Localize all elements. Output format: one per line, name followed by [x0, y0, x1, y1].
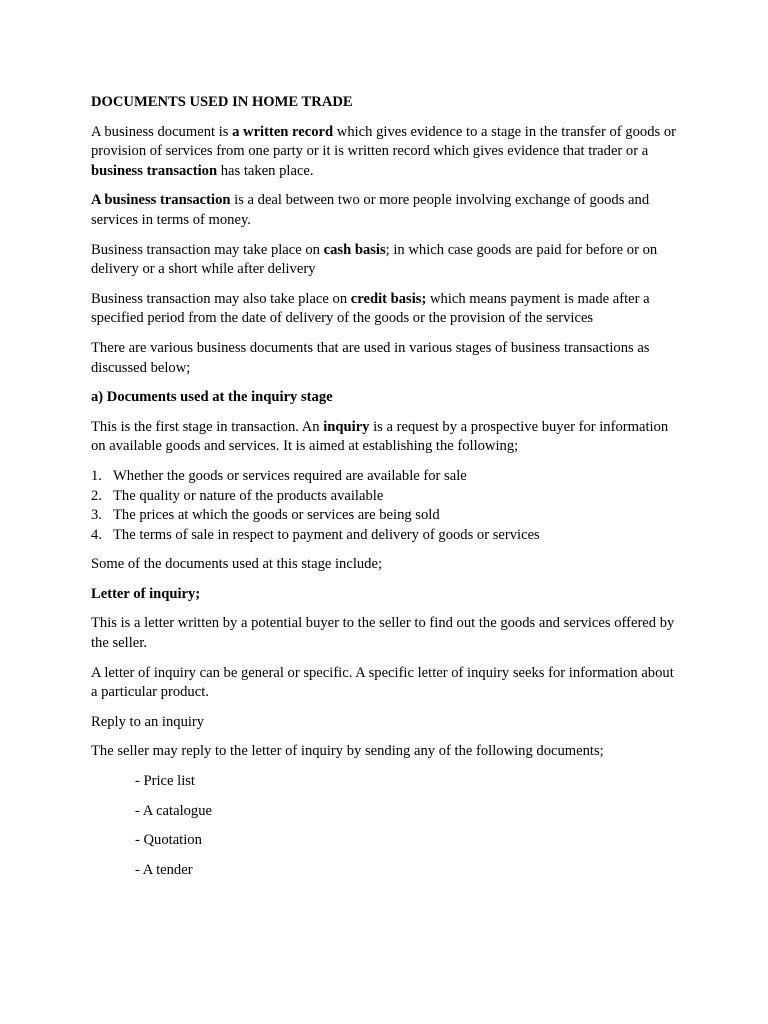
paragraph-reply-heading: Reply to an inquiry	[91, 713, 205, 730]
list-item-text: The terms of sale in respect to payment and delivery of goods or services	[113, 526, 540, 543]
bold-term-inquiry: inquiry	[323, 418, 370, 435]
paragraph-cash-basis	[91, 241, 681, 280]
text-run: which gives evidence to a stage in the transfer of goods or provision of services from one party or it is written record which gives evidence that trader or a	[91, 123, 676, 160]
list-item-text: The quality or nature of the products available	[113, 487, 384, 504]
paragraph-business-transaction	[91, 191, 681, 230]
document-page	[91, 93, 681, 890]
text-run: has taken place.	[217, 162, 314, 179]
list-item	[91, 467, 681, 487]
list-number: 1.	[91, 467, 102, 484]
text-run: which means payment is made after a specified period from the date of delivery of the goods or the provision of the services	[91, 290, 650, 327]
text-run: This is the first stage in transaction. An	[91, 418, 324, 435]
list-item: - Quotation	[135, 832, 202, 849]
bold-term-a-business-transaction: A business transaction	[91, 192, 231, 209]
reply-documents-list	[91, 772, 681, 880]
text-run: A business document is	[91, 123, 233, 140]
bold-term-cash-basis: cash basis	[323, 241, 386, 258]
text-run: is a request by a prospective buyer for information on available goods and services. It is aimed at establishing the following;	[91, 418, 669, 455]
text-run: Business transaction may also take place on	[91, 290, 351, 307]
bold-term-credit-basis: credit basis;	[350, 290, 427, 307]
text-run: ; in which case goods are paid for before or on delivery or a short while after delivery	[91, 241, 658, 278]
document-title: DOCUMENTS USED IN HOME TRADE	[91, 94, 353, 110]
list-item-text: The prices at which the goods or services are being sold	[113, 507, 440, 524]
text-run: Business transaction may take place on	[91, 241, 324, 258]
paragraph-various-documents: There are various business documents that are used in various stages of business transactions as discussed below;	[91, 339, 650, 376]
section-heading-inquiry-stage: a) Documents used at the inquiry stage	[91, 389, 333, 406]
paragraph-letter-definition: This is a letter written by a potential buyer to the seller to find out the goods and services offered by the seller.	[91, 615, 675, 652]
paragraph-documents-include: Some of the documents used at this stage include;	[91, 556, 383, 573]
list-item-text: Whether the goods or services required are available for sale	[113, 467, 467, 484]
paragraph-letter-types: A letter of inquiry can be general or specific. A specific letter of inquiry seeks for information about a particular product.	[91, 664, 674, 701]
list-number: 4.	[91, 526, 102, 543]
paragraph-seller-reply: The seller may reply to the letter of inquiry by sending any of the following documents;	[91, 743, 604, 760]
bold-term-business-transaction: business transaction	[91, 162, 218, 179]
list-item	[91, 526, 681, 546]
list-number: 2.	[91, 487, 102, 504]
list-item: - A catalogue	[135, 802, 212, 819]
section-heading-letter-of-inquiry: Letter of inquiry;	[91, 585, 201, 602]
list-item	[91, 487, 681, 507]
paragraph-inquiry-definition	[91, 418, 681, 457]
paragraph-credit-basis	[91, 290, 681, 329]
list-item: - Price list	[135, 773, 195, 790]
inquiry-aims-list	[91, 467, 681, 545]
paragraph-business-document	[91, 123, 681, 182]
list-item	[91, 506, 681, 526]
list-item: - A tender	[135, 861, 193, 878]
list-number: 3.	[91, 507, 102, 524]
text-run: is a deal between two or more people involving exchange of goods and services in terms of money.	[91, 192, 650, 228]
bold-term-written-record: a written record	[232, 123, 334, 140]
